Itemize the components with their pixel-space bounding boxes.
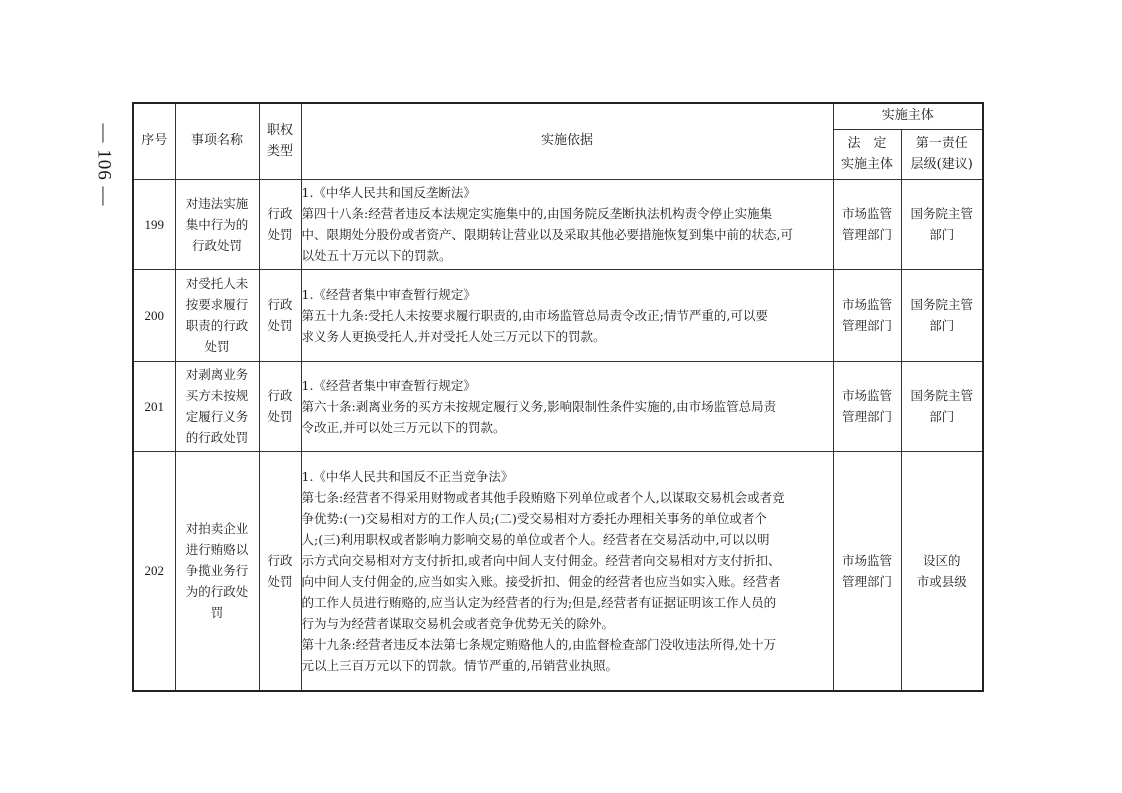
row-responsibility-level (901, 179, 983, 269)
row-legal-basis (301, 451, 833, 691)
basis-line: 1.《经营者集中审查暂行规定》 (301, 286, 476, 302)
item-name-line: 按要求履行 (185, 297, 249, 312)
legal-entity-line: 管理部门 (841, 318, 892, 333)
header-name: 事项名称 (175, 103, 259, 179)
type-line: 行政 (267, 552, 293, 568)
row-authority-type (259, 269, 301, 361)
level-line: 部门 (929, 318, 955, 333)
basis-line: 元以上三百万元以下的罚款。情节严重的,吊销营业执照。 (301, 657, 618, 673)
header-legal-entity (833, 129, 901, 179)
page-number-text: — 106 — (93, 123, 114, 207)
header-level-line2: 层级(建议) (910, 157, 973, 172)
basis-line: 1.《经营者集中审查暂行规定》 (301, 377, 476, 393)
row-legal-basis (301, 269, 833, 361)
type-line: 处罚 (267, 227, 293, 242)
item-name-line: 买方未按规 (185, 388, 249, 403)
type-line: 处罚 (267, 409, 293, 424)
type-line: 行政 (267, 388, 293, 403)
basis-line: 示方式向交易相对方支付折扣,或者向中间人支付佣金。经营者向交易相对方支付折扣、 (301, 552, 781, 568)
page-number (88, 120, 118, 210)
item-name-line: 集中行为的 (185, 216, 249, 232)
row-item-name (175, 361, 259, 451)
row-seq: 200 (133, 269, 175, 361)
row-item-name (175, 451, 259, 691)
basis-line: 以处五十万元以下的罚款。 (301, 248, 452, 263)
row-seq: 201 (133, 361, 175, 451)
row-authority-type (259, 451, 301, 691)
header-type-line1: 职权 (266, 123, 293, 139)
basis-line: 行为与为经营者谋取交易机会或者竞争优势无关的除外。 (301, 615, 615, 631)
item-name-line: 对违法实施 (185, 195, 249, 211)
legal-entity-line: 管理部门 (841, 409, 892, 424)
header-legal-line2: 实施主体 (840, 157, 893, 172)
legal-entity-line: 市场监管 (841, 206, 892, 221)
basis-line: 第五十九条:受托人未按要求履行职责的,由市场监管总局责令改正;情节严重的,可以要 (301, 307, 768, 323)
header-level-line1: 第一责任 (915, 136, 968, 151)
item-name-line: 处罚 (204, 339, 230, 354)
basis-line: 第四十八条:经营者违反本法规定实施集中的,由国务院反垄断执法机构责令停止实施集 (301, 206, 773, 221)
level-line: 国务院主管 (910, 388, 974, 403)
item-name-line: 的行政处罚 (185, 430, 249, 445)
legal-entity-line: 市场监管 (841, 552, 892, 568)
header-type (259, 103, 301, 179)
basis-line: 第七条:经营者不得采用财物或者其他手段贿赂下列单位或者个人,以谋取交易机会或者竞 (301, 489, 785, 505)
basis-line: 中、限期处分股份或者资产、限期转让营业以及采取其他必要措施恢复到集中前的状态,可 (301, 227, 793, 242)
item-name-line: 对剥离业务 (185, 367, 249, 382)
level-line: 市或县级 (916, 573, 967, 589)
row-responsibility-level (901, 361, 983, 451)
enforcement-items-table (132, 102, 984, 692)
item-name-line: 职责的行政 (185, 318, 249, 333)
item-name-line: 行政处罚 (191, 237, 242, 253)
item-name-line: 进行贿赂以 (185, 542, 249, 558)
item-name-line: 对拍卖企业 (185, 521, 249, 537)
legal-entity-line: 市场监管 (841, 388, 892, 403)
item-name-line: 对受托人未 (185, 276, 249, 291)
basis-line: 令改正,并可以处三万元以下的罚款。 (301, 419, 506, 435)
legal-entity-line: 市场监管 (841, 297, 892, 312)
type-line: 行政 (267, 206, 293, 221)
header-legal-line1: 法 定 (847, 136, 887, 151)
table-row (133, 451, 983, 691)
row-legal-entity (833, 269, 901, 361)
level-line: 部门 (929, 409, 955, 424)
row-item-name (175, 179, 259, 269)
basis-line: 第六十条:剥离业务的买方未按规定履行义务,影响限制性条件实施的,由市场监管总局责 (301, 398, 777, 414)
legal-entity-line: 管理部门 (841, 573, 892, 589)
basis-line: 争优势:(一)交易相对方的工作人员;(二)受交易相对方委托办理相关事务的单位或者个 (301, 510, 767, 526)
level-line: 国务院主管 (910, 206, 974, 221)
basis-line: 的工作人员进行贿赂的,应当认定为经营者的行为;但是,经营者有证据证明该工作人员的 (301, 594, 777, 610)
row-legal-basis (301, 361, 833, 451)
basis-line: 求义务人更换受托人,并对受托人处三万元以下的罚款。 (301, 328, 606, 344)
row-authority-type (259, 179, 301, 269)
legal-entity-line: 管理部门 (841, 227, 892, 242)
type-line: 处罚 (267, 573, 293, 589)
table-row (133, 361, 983, 451)
table-row (133, 269, 983, 361)
header-seq: 序号 (133, 103, 175, 179)
row-responsibility-level (901, 451, 983, 691)
level-line: 部门 (929, 227, 955, 242)
row-authority-type (259, 361, 301, 451)
item-name-line: 争揽业务行 (185, 563, 249, 579)
header-entity-group: 实施主体 (833, 103, 983, 129)
basis-line: 1.《中华人民共和国反不正当竞争法》 (301, 468, 514, 484)
header-responsibility-level (901, 129, 983, 179)
header-row-1 (133, 103, 983, 129)
item-name-line: 定履行义务 (185, 409, 249, 424)
level-line: 国务院主管 (910, 297, 974, 312)
row-seq: 199 (133, 179, 175, 269)
row-legal-entity (833, 179, 901, 269)
basis-line: 1.《中华人民共和国反垄断法》 (301, 185, 476, 200)
header-basis: 实施依据 (301, 103, 833, 179)
row-legal-entity (833, 361, 901, 451)
header-type-line2: 类型 (266, 144, 293, 160)
type-line: 处罚 (267, 318, 293, 333)
level-line: 设区的 (923, 552, 961, 568)
row-item-name (175, 269, 259, 361)
item-name-line: 为的行政处 (185, 584, 249, 600)
table-row (133, 179, 983, 269)
row-legal-basis (301, 179, 833, 269)
row-legal-entity (833, 451, 901, 691)
type-line: 行政 (267, 297, 293, 312)
basis-line: 人;(三)利用职权或者影响力影响交易的单位或者个人。经营者在交易活动中,可以以明 (301, 531, 770, 547)
basis-line: 第十九条:经营者违反本法第七条规定贿赂他人的,由监督检查部门没收违法所得,处十万 (301, 636, 777, 652)
basis-line: 向中间人支付佣金的,应当如实入账。接受折扣、佣金的经营者也应当如实入账。经营者 (301, 573, 781, 589)
row-responsibility-level (901, 269, 983, 361)
row-seq: 202 (133, 451, 175, 691)
item-name-line: 罚 (210, 605, 224, 621)
